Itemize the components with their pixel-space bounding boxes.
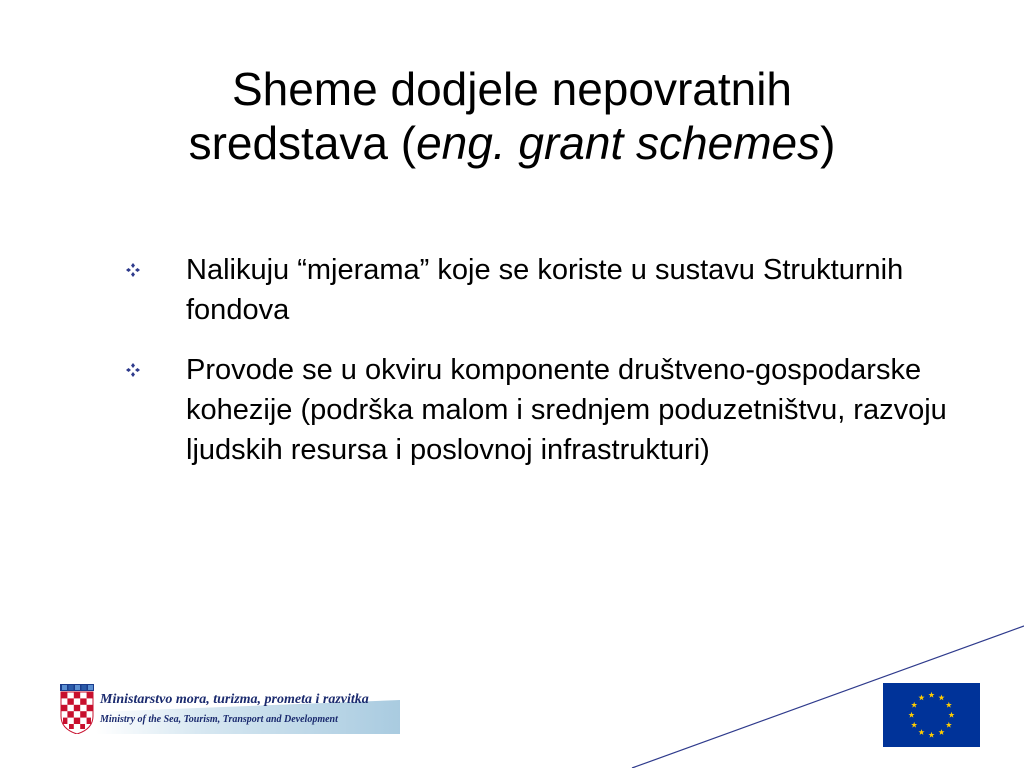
bullet-text: Provode se u okviru komponente društveno-gospodarske kohezije (podrška malom i srednjem poduzetništvu, razvoju ljudskih resursa i poslovnoj infrastrukturi) <box>186 354 947 466</box>
title-italic: eng. grant schemes <box>416 117 821 169</box>
ministry-name-hr: Ministarstvo mora, turizma, prometa i razvitka <box>100 692 369 707</box>
ministry-logo <box>58 684 400 734</box>
title-line-1: Sheme dodjele nepovratnih <box>231 63 793 115</box>
title-prefix: sredstava ( <box>188 117 417 169</box>
eu-flag-icon <box>883 683 980 747</box>
croatian-crest-icon <box>58 684 96 734</box>
ministry-name-en: Ministry of the Sea, Tourism, Transport and Development <box>100 714 338 725</box>
bullet-text: Nalikuju “mjerama” koje se koriste u sustavu Strukturnih fondova <box>186 254 904 326</box>
ministry-logo-band <box>96 690 400 734</box>
title-suffix: ) <box>820 117 836 169</box>
